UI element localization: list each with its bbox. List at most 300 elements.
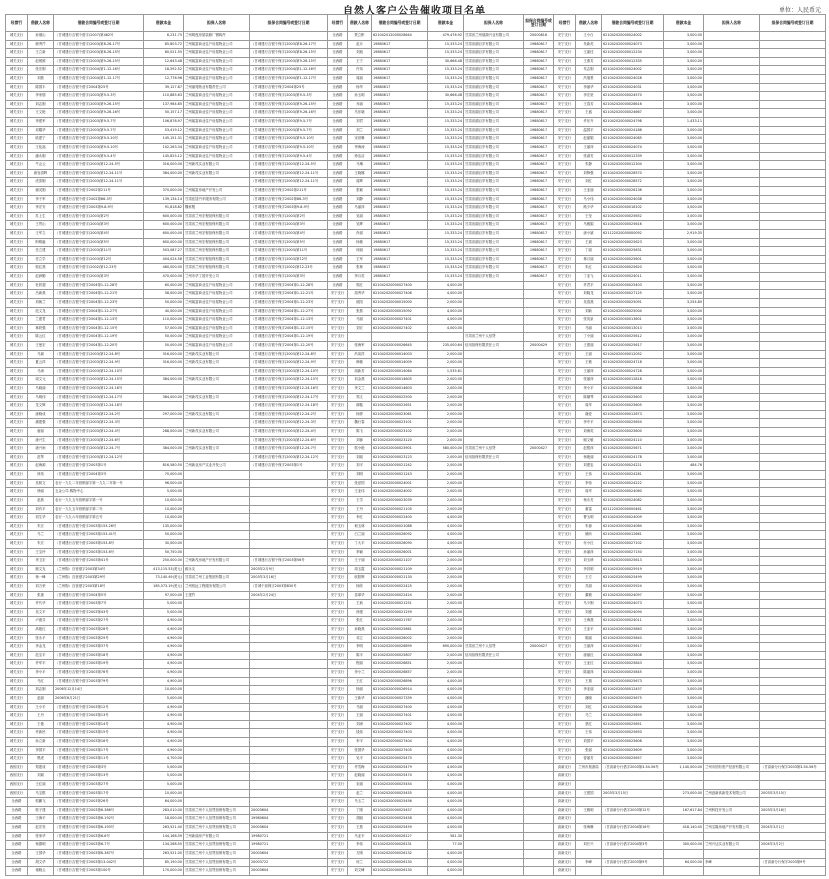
table-cell: 621042020000027401 — [372, 712, 428, 721]
table-cell — [372, 333, 428, 342]
table-cell: （甘城建行吉银个借字2003第3号 — [54, 763, 144, 772]
table-cell: 城关支行 — [6, 333, 28, 342]
table-cell: 兰州闻富商业住户房屋物业公司 — [184, 40, 250, 49]
table-cell: （甘城建行吉银个借字2004第1-12-28号 — [54, 281, 144, 290]
table-cell: 甘肃省湖百岁有限公司 — [464, 195, 524, 204]
table-cell: 4,000.00 — [428, 281, 464, 290]
table-cell — [464, 772, 524, 781]
table-row — [6, 83, 826, 92]
table-cell: （甘城建行吉银个保字2004第1-12-21号 — [250, 290, 328, 299]
table-cell: 2,000.00 — [428, 565, 464, 574]
table-cell: 高艳红 — [28, 626, 54, 635]
table-cell: 621042020000025458 — [372, 815, 428, 824]
table-cell: 张爱国 — [348, 479, 372, 488]
table-cell: 15,333.24 — [428, 195, 464, 204]
table-cell: 安宁支行 — [554, 143, 576, 152]
table-cell: 621042020000026131 — [372, 841, 428, 850]
table-cell: 4,900.00 — [144, 746, 184, 755]
table-cell: 安宁支行 — [328, 737, 348, 746]
table-cell: （甘城建行吉银个借字2003第6-193号 — [54, 824, 144, 833]
table-cell: （甘城建行吉银个借字(2007)第462号 — [54, 32, 144, 41]
table-cell: 城关支行 — [6, 238, 28, 247]
table-cell: 3,000.00 — [664, 402, 704, 411]
table-cell — [760, 626, 826, 635]
table-cell — [464, 539, 524, 548]
table-cell: 5,000.00 — [144, 608, 184, 617]
table-cell: 621042020000024031 — [602, 83, 664, 92]
table-cell — [464, 806, 524, 815]
table-cell — [704, 221, 760, 230]
table-cell — [704, 496, 760, 505]
table-cell — [760, 109, 826, 118]
table-cell: 刘燕 — [28, 75, 54, 84]
table-cell: 263,521.00 — [144, 824, 184, 833]
table-cell — [704, 290, 760, 299]
table-cell — [524, 488, 554, 497]
table-cell: 3,000.00 — [664, 264, 704, 273]
table-cell: 621042020000026896 — [372, 677, 428, 686]
table-row — [6, 617, 826, 626]
table-cell: 621042020000025807 — [372, 651, 428, 660]
table-cell: 5,000.00 — [144, 781, 184, 790]
table-cell: 621042020000025657 — [602, 755, 664, 764]
table-cell: 安宁支行 — [554, 109, 576, 118]
table-cell: 城关支行 — [6, 290, 28, 299]
table-cell — [524, 772, 554, 781]
table-cell: 张惠 — [28, 591, 54, 600]
table-cell: 413,115.53(美元) — [144, 565, 184, 574]
table-cell: （甘城建行吉银个借字2003第29号 — [54, 634, 144, 643]
table-cell: 安宁支行 — [328, 651, 348, 660]
table-cell: 2,000.00 — [428, 359, 464, 368]
table-cell — [760, 471, 826, 480]
table-cell: 621042020000021107 — [372, 557, 428, 566]
table-cell: 19880617 — [524, 161, 554, 170]
table-cell: 朱宏 — [28, 522, 54, 531]
table-cell: 15,333.24 — [428, 212, 464, 221]
table-cell: 3,000.00 — [664, 496, 704, 505]
table-cell: 兰州恒远工程服务有限公司 — [184, 583, 250, 592]
table-cell: （甘城建行吉银个借字2004第5号 — [54, 591, 144, 600]
table-cell: 300,000.00 — [664, 841, 704, 850]
table-cell — [760, 565, 826, 574]
table-cell: 3,000.00 — [664, 643, 704, 652]
table-cell: 15,333.24 — [428, 204, 464, 213]
table-cell — [464, 514, 524, 523]
table-cell: （甘城建行吉银个保字(2003)第12-24-18号 — [250, 402, 328, 411]
table-cell: 安宁支行 — [554, 410, 576, 419]
table-cell: 621042020000025004 — [602, 307, 664, 316]
table-cell: 安宁支行 — [328, 712, 348, 721]
table-cell — [184, 686, 250, 695]
table-cell: 张林 — [348, 264, 372, 273]
table-cell — [760, 651, 826, 660]
table-cell: 城关支行 — [6, 393, 28, 402]
table-cell — [704, 238, 760, 247]
table-cell: 高新支行 — [554, 798, 576, 807]
table-cell: 安宁支行 — [328, 505, 348, 514]
table-cell: 20000816 — [524, 32, 554, 41]
table-cell — [602, 867, 664, 876]
table-cell: 安宁支行 — [554, 186, 576, 195]
table-cell — [524, 729, 554, 738]
table-cell — [760, 453, 826, 462]
table-cell — [760, 126, 826, 135]
table-cell — [760, 66, 826, 75]
table-cell: 3,000.00 — [664, 514, 704, 523]
column-header: 借款本金 — [144, 15, 184, 32]
table-cell: 4,900.00 — [144, 617, 184, 626]
table-cell — [464, 660, 524, 669]
table-cell — [704, 634, 760, 643]
table-cell: （甘城建行吉银个借字2003第16号 — [54, 737, 144, 746]
table-cell — [704, 453, 760, 462]
table-cell: 621042020000025499 — [602, 574, 664, 583]
table-cell: 王建竹 — [184, 591, 250, 600]
table-cell: 621042020000025603 — [602, 393, 664, 402]
table-cell — [760, 247, 826, 256]
table-cell: 170,000.00 — [144, 867, 184, 876]
table-cell — [704, 445, 760, 454]
table-cell: 刘金燕 — [348, 376, 372, 385]
table-cell — [760, 583, 826, 592]
table-cell — [704, 66, 760, 75]
table-cell — [184, 479, 250, 488]
table-cell: 621042020000012335 — [602, 57, 664, 66]
table-cell — [184, 626, 250, 635]
table-cell: 陈云红 — [28, 333, 54, 342]
table-cell — [464, 583, 524, 592]
table-cell: 刘红 — [576, 703, 602, 712]
table-cell: 丁小丽 — [576, 333, 602, 342]
table-cell: 城关支行 — [6, 746, 28, 755]
table-cell: 高新支行 — [554, 832, 576, 841]
table-cell: 王建丽 — [576, 341, 602, 350]
table-cell: 安宁支行 — [554, 694, 576, 703]
table-cell: （甘城建行吉银个借字(2003)第12-24-12号 — [54, 453, 144, 462]
table-cell: 城关支行 — [6, 712, 28, 721]
table-cell: 19880617 — [372, 135, 428, 144]
table-cell: 全西路 — [328, 273, 348, 282]
table-cell — [760, 694, 826, 703]
table-cell: 3,000.00 — [664, 376, 704, 385]
table-cell — [464, 600, 524, 609]
table-cell: 3,000.00 — [664, 746, 704, 755]
table-cell — [464, 789, 524, 798]
table-cell: 李中平 — [576, 419, 602, 428]
table-cell — [524, 763, 554, 772]
table-cell — [184, 402, 250, 411]
table-cell: 李丽华 — [576, 83, 602, 92]
table-row — [6, 92, 826, 101]
table-cell: 李宏宽 — [576, 92, 602, 101]
table-cell — [704, 376, 760, 385]
table-cell: 甘肃省湖百岁有限公司 — [464, 204, 524, 213]
table-cell — [524, 781, 554, 790]
table-cell — [760, 634, 826, 643]
table-cell: （甘城建行吉银个保字(2004)第1-12-17号 — [250, 75, 328, 84]
table-cell: 4,000.00 — [428, 772, 464, 781]
table-cell: （甘城建行吉银个保字(2002)第12-23号 — [250, 264, 328, 273]
table-cell: （甘城建行吉银个保字2004第1-12-23号 — [250, 298, 328, 307]
table-cell: 621042020000025623 — [602, 238, 664, 247]
table-cell: 兰州科技开发公司 — [704, 806, 760, 815]
table-cell — [760, 428, 826, 437]
table-cell — [524, 350, 554, 359]
table-cell: （甘城建行吉银个保字(2003)第12-24-3号 — [250, 419, 328, 428]
table-cell: （甘城建行吉银个借字(2003)第3号 — [54, 221, 144, 230]
table-cell — [348, 333, 372, 342]
table-cell: （甘城建行吉银个借字(2003)第5号 — [54, 238, 144, 247]
table-cell: 刘万荣 — [28, 583, 54, 592]
table-cell: 杨敏 — [348, 238, 372, 247]
table-cell: 城关支行 — [6, 643, 28, 652]
table-cell: 李伟 — [348, 841, 372, 850]
table-cell: 全西路 — [328, 100, 348, 109]
table-cell: 3,000.00 — [664, 32, 704, 41]
table-cell: 15,333.24 — [428, 230, 464, 239]
table-cell: 全西路 — [328, 126, 348, 135]
table-cell: 邓耀华 — [28, 126, 54, 135]
table-cell: 王军立 — [28, 230, 54, 239]
table-cell: 安宁支行 — [554, 359, 576, 368]
table-cell: 621042020000024667 — [602, 109, 664, 118]
table-row — [6, 169, 826, 178]
table-cell: 621042020000025605 — [602, 402, 664, 411]
table-cell: 50,750.00 — [144, 548, 184, 557]
table-cell — [704, 781, 760, 790]
table-cell: （甘城建行吉银个保字(2003)第12-24-8号 — [250, 350, 328, 359]
table-cell: 470,000.00 — [144, 273, 184, 282]
table-cell: 安宁支行 — [554, 626, 576, 635]
table-cell: 安宁支行 — [554, 230, 576, 239]
table-cell: 安宁支行 — [554, 66, 576, 75]
table-row — [6, 600, 826, 609]
table-cell: 李昌明 — [576, 565, 602, 574]
table-cell — [464, 410, 524, 419]
table-cell: 安宁支行 — [554, 264, 576, 273]
table-cell: 刘晓龙 — [576, 290, 602, 299]
table-cell: 城关支行 — [6, 505, 28, 514]
column-header: 担保合同编号或签订日期 — [524, 15, 554, 32]
table-cell: 高新支行 — [554, 772, 576, 781]
table-cell — [524, 496, 554, 505]
table-cell: 70,000.00 — [144, 471, 184, 480]
table-cell — [760, 462, 826, 471]
table-cell: （甘城建行吉银个借字2003第153-41号 — [54, 531, 144, 540]
table-cell: 张丽萍 — [576, 376, 602, 385]
table-cell: 刘迪 — [348, 49, 372, 58]
table-cell: 2,000.00 — [428, 453, 464, 462]
table-row — [6, 359, 826, 368]
table-cell: 李峰 — [576, 858, 602, 867]
table-cell: 621042020000024094 — [602, 608, 664, 617]
table-cell: （甘城建行吉银个保字2002第211号 — [250, 186, 328, 195]
table-cell — [250, 755, 328, 764]
table-cell — [524, 384, 554, 393]
table-cell: 安宁支行 — [554, 557, 576, 566]
table-cell: 3,000.00 — [664, 634, 704, 643]
column-header: 经营行 — [554, 15, 576, 32]
table-cell: （甘城建行吉银个借字(2003)第12号 — [54, 255, 144, 264]
table-cell — [250, 608, 328, 617]
table-cell: 全西路 — [328, 255, 348, 264]
table-cell: 牛会云 — [28, 161, 54, 170]
table-cell: 兰州闻富商业住户房屋物业公司 — [184, 75, 250, 84]
table-cell: 3,000.00 — [664, 212, 704, 221]
table-cell: 安宁支行 — [554, 479, 576, 488]
table-cell: 赵晓丽 — [348, 772, 372, 781]
table-cell — [704, 428, 760, 437]
table-cell — [464, 720, 524, 729]
table-cell: 城关支行 — [6, 522, 28, 531]
table-row — [6, 178, 826, 187]
table-cell — [144, 453, 184, 462]
table-cell: 621042020000012052 — [602, 350, 664, 359]
table-cell: 乔丽 — [348, 100, 372, 109]
table-cell: （甘高新分行借字2003第12号 — [602, 806, 664, 815]
table-row — [6, 255, 826, 264]
table-cell: 城关支行 — [6, 488, 28, 497]
table-cell: 李平 — [348, 737, 372, 746]
table-cell: 621042020000025652 — [602, 212, 664, 221]
table-cell: 城关支行 — [6, 651, 28, 660]
table-cell — [250, 626, 328, 635]
table-cell — [250, 505, 328, 514]
table-cell: 全西路 — [328, 264, 348, 273]
table-cell: 城关支行 — [6, 264, 28, 273]
table-cell: 621042020000025659 — [602, 712, 664, 721]
table-cell: 621042020000025456 — [372, 798, 428, 807]
table-cell: 城关支行 — [6, 135, 28, 144]
table-cell — [704, 539, 760, 548]
table-cell — [760, 100, 826, 109]
table-cell: 安宁支行 — [554, 126, 576, 135]
table-cell: 城关支行 — [6, 686, 28, 695]
table-cell — [184, 617, 250, 626]
table-cell: 王丹 — [348, 505, 372, 514]
table-cell: 赵宏发 — [28, 824, 54, 833]
table-cell: 4,000.00 — [428, 746, 464, 755]
table-cell — [464, 428, 524, 437]
table-cell — [184, 514, 250, 523]
table-cell: 816,580.50 — [144, 462, 184, 471]
table-cell — [184, 703, 250, 712]
table-cell — [184, 178, 250, 187]
table-cell: 73,140.49(美元) — [144, 574, 184, 583]
table-cell: 安宁支行 — [554, 514, 576, 523]
table-cell: （甘城建行吉银个保字(2003)第3号 — [250, 221, 328, 230]
table-cell: （甘城建行吉银个借字(2003)第12-24-5号 — [54, 161, 144, 170]
table-cell: 安宁支行 — [328, 428, 348, 437]
table-cell — [704, 109, 760, 118]
table-cell — [760, 436, 826, 445]
table-cell: 2,000.00 — [428, 669, 464, 678]
table-cell: 范宝平 — [28, 651, 54, 660]
table-cell: 安宁支行 — [554, 32, 576, 41]
table-cell: 城关支行 — [6, 694, 28, 703]
table-row — [6, 462, 826, 471]
table-cell — [524, 789, 554, 798]
table-cell: 3,000.00 — [664, 539, 704, 548]
table-cell: 15,333.24 — [428, 169, 464, 178]
table-cell: 3,000.00 — [664, 367, 704, 376]
table-cell — [760, 746, 826, 755]
table-cell: 甘肃省兰州宏程担保有限公司 — [184, 221, 250, 230]
table-cell: 19880617 — [372, 212, 428, 221]
table-cell: 3,000.00 — [664, 316, 704, 325]
table-cell: 50,000.00 — [144, 298, 184, 307]
table-cell — [464, 298, 524, 307]
table-cell: 安宁支行 — [554, 273, 576, 282]
table-cell — [704, 384, 760, 393]
table-cell — [464, 316, 524, 325]
table-cell: 城关支行 — [6, 350, 28, 359]
table-cell: 安宁支行 — [554, 204, 576, 213]
table-cell: 兰州市华工园开发公司 — [184, 273, 250, 282]
table-cell: 安宁支行 — [328, 703, 348, 712]
table-cell: 甘肃省兰州个人信贷担保有限公司 — [184, 806, 250, 815]
table-cell: 3,000.00 — [664, 574, 704, 583]
table-cell: （甘城建行吉银个保字(2003)第9-5-10号 — [250, 143, 328, 152]
table-cell: 兰州市旅游局 — [576, 763, 602, 772]
table-cell: 3,000.00 — [664, 333, 704, 342]
table-cell: 621042020000025479 — [372, 763, 428, 772]
table-cell: 龙文辉 — [28, 402, 54, 411]
table-cell — [704, 694, 760, 703]
table-cell: 15,333.24 — [428, 255, 464, 264]
table-cell — [250, 686, 328, 695]
table-cell: 15,333.24 — [428, 264, 464, 273]
table-cell: 王瑞 — [576, 677, 602, 686]
table-cell — [704, 204, 760, 213]
table-cell: （甘城建行吉银个借字(2003)第12-24-16号 — [54, 384, 144, 393]
table-cell: 621042020000025861 — [372, 626, 428, 635]
table-cell: 621042020000014064 — [372, 367, 428, 376]
table-cell: 600,000.00 — [144, 221, 184, 230]
table-cell: （甘城建行吉银个借字2003第28号 — [54, 626, 144, 635]
table-cell: 甘肃省湖百岁有限公司 — [464, 230, 524, 239]
table-cell — [524, 557, 554, 566]
table-cell: 621042020000024073 — [602, 40, 664, 49]
table-cell: 621042020000026136 — [602, 186, 664, 195]
table-cell: 621042020000024085 — [602, 135, 664, 144]
table-cell — [576, 798, 602, 807]
table-cell: （甘城建行吉银个借字(2002)第12-23号 — [54, 264, 144, 273]
table-cell — [250, 600, 328, 609]
table-cell: 甘肃省湖百岁有限公司 — [464, 83, 524, 92]
table-cell: 甘肃省兰州宏程担保有限公司 — [184, 247, 250, 256]
table-cell — [760, 333, 826, 342]
table-cell: 15,333.24 — [428, 118, 464, 127]
table-cell: 621042020000022400 — [372, 514, 428, 523]
table-cell: 全西路 — [328, 135, 348, 144]
table-cell: 5,000.00 — [144, 772, 184, 781]
table-cell: 城关支行 — [6, 496, 28, 505]
table-row — [6, 32, 826, 41]
table-cell — [760, 686, 826, 695]
table-row — [6, 772, 826, 781]
table-cell — [250, 522, 328, 531]
table-cell: 安宁支行 — [554, 384, 576, 393]
table-cell — [464, 591, 524, 600]
table-cell: 安宁支行 — [554, 505, 576, 514]
table-cell: 3,000.00 — [664, 152, 704, 161]
table-cell — [704, 75, 760, 84]
table-cell — [524, 591, 554, 600]
table-cell — [524, 755, 554, 764]
table-cell: 刘生华 — [28, 514, 54, 523]
